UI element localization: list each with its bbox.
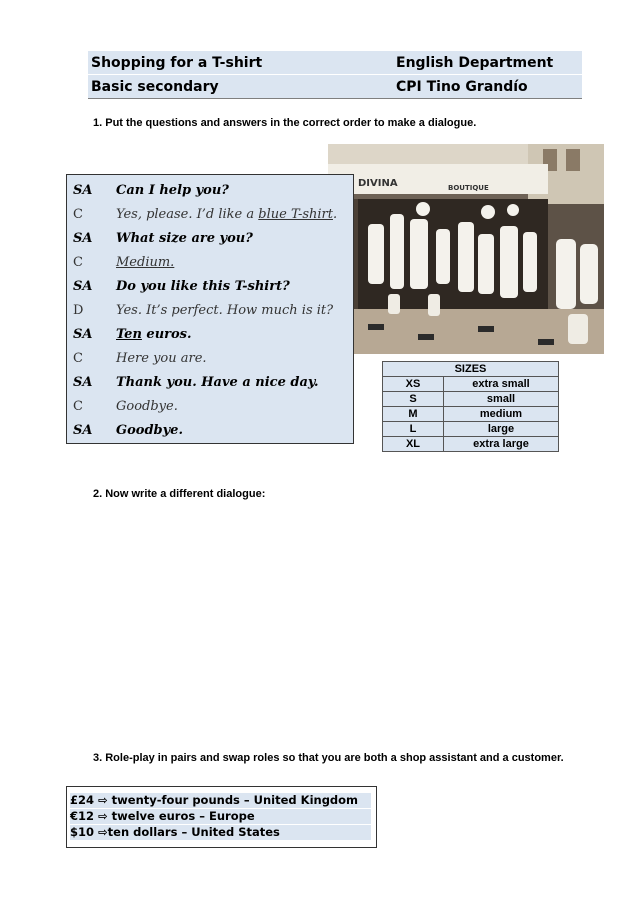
dialogue-text [116,327,192,342]
speaker-label: C [73,350,83,366]
table-row [383,422,559,437]
speaker-label: SA [73,278,93,294]
currency-description: twelve euros – Europe [107,809,255,823]
dialogue-text: Do you like this T-shirt? [116,278,290,294]
dialogue-text [116,207,337,222]
header-row-1 [88,51,582,74]
shop-interior [358,199,548,309]
speaker-label: SA [73,374,93,390]
dialogue-text: Thank you. Have a nice day. [116,374,319,390]
table-row [383,437,559,452]
gap-answer: Ten [116,326,142,342]
header-row-2 [88,74,582,98]
gap-answer: Medium. [116,254,175,270]
question-2: 2. Now write a different dialogue: [93,488,266,500]
size-code: M [383,407,444,422]
size-name: large [444,422,559,437]
dialogue-line [67,322,353,346]
speaker-label: SA [73,182,93,198]
dialogue-text-part: Yes, please. I’d like a [116,206,259,222]
size-name: extra small [444,377,559,392]
dialogue-line [67,202,353,226]
worksheet-title: Shopping for a T-shirt [91,54,263,71]
gap-answer: blue T-shirt [258,206,333,222]
dialogue-text: Goodbye. [116,398,178,414]
dialogue-line [67,394,353,418]
size-code: S [383,392,444,407]
currency-line [70,809,371,824]
dialogue-line [67,418,353,442]
question-1: 1. Put the questions and answers in the correct order to make a dialogue. [93,117,477,129]
size-code: XL [383,437,444,452]
header-table [88,51,582,99]
shop-photo [328,144,604,354]
speaker-label: C [73,398,83,414]
dialogue-line [67,370,353,394]
size-name: extra large [444,437,559,452]
dialogue-text: Yes. It’s perfect. How much is it? [116,302,334,318]
currency-amount: €12 [70,809,99,823]
dialogue-line [67,178,353,202]
question-3: 3. Role-play in pairs and swap roles so that you are both a shop assistant and a customer. [93,752,564,764]
size-name: medium [444,407,559,422]
dialogue-text-part: euros. [141,326,192,342]
currency-amount: £24 [70,793,95,807]
table-row [383,392,559,407]
size-code: L [383,422,444,437]
speaker-label: SA [73,326,93,342]
level-label: Basic secondary [91,78,219,95]
speaker-label: D [73,302,84,318]
dialogue-text: Can I help you? [116,182,229,198]
shop-sign-text: DIVINA [358,178,398,189]
dialogue-box [66,174,354,444]
dialogue-line [67,298,353,322]
speaker-label: C [73,254,83,270]
currency-description: ten dollars – United States [107,825,280,839]
currency-box [66,786,377,848]
department-label: English Department [396,54,554,71]
header-divider [88,98,582,99]
dialogue-text-part: . [332,206,338,222]
dialogue-line [67,274,353,298]
arrow-icon: ⇨ [98,809,108,823]
table-row [383,377,559,392]
dialogue-text: What size are you? [116,230,253,246]
table-row [383,407,559,422]
arrow-icon: ⇨ [98,793,108,807]
dialogue-text: Here you are. [116,350,207,366]
currency-line [70,793,371,808]
sizes-table-title: SIZES [383,362,559,377]
speaker-label: C [73,206,83,222]
sizes-table [382,361,559,452]
currency-amount: $10 [70,825,99,839]
dialogue-line [67,346,353,370]
size-code: XS [383,377,444,392]
dialogue-line [67,226,353,250]
street-floor [328,309,604,354]
currency-line [70,825,371,840]
speaker-label: SA [73,230,93,246]
currency-description: twenty-four pounds – United Kingdom [107,793,359,807]
boutique-sign-text: BOUTIQUE [448,184,489,192]
arrow-icon: ⇨ [98,825,108,839]
dialogue-text: Goodbye. [116,422,183,438]
sizes-table-header-row [383,362,559,377]
size-name: small [444,392,559,407]
speaker-label: SA [73,422,93,438]
shop-photo-illustration [328,144,604,354]
school-label: CPI Tino Grandío [396,78,528,95]
dialogue-line [67,250,353,274]
